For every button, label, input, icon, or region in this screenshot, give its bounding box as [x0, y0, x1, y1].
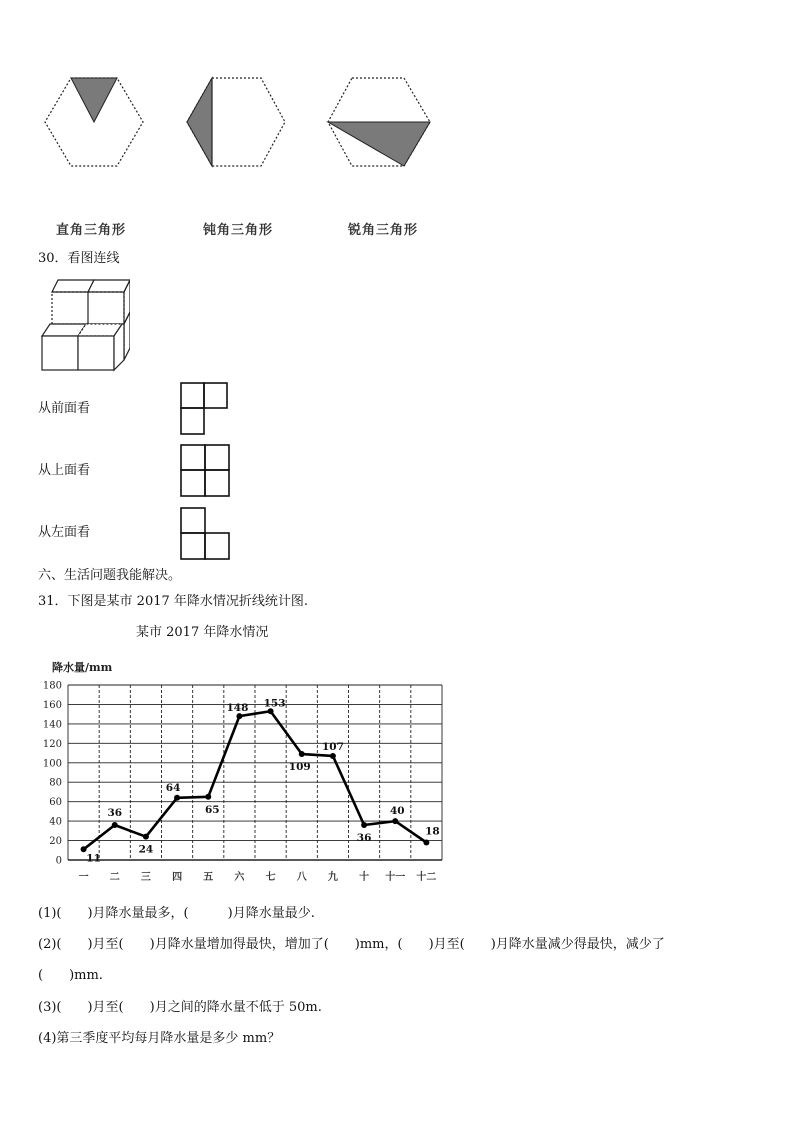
x-tick-label: 十二 — [416, 872, 437, 883]
hexagon-obtuse-triangle — [187, 78, 285, 166]
q31-part3: (3)( )月至( )月之间的降水量不低于 50m. — [38, 1000, 322, 1015]
data-label: 40 — [389, 805, 405, 818]
data-point — [423, 840, 429, 846]
x-tick-label: 四 — [172, 872, 183, 883]
data-point — [361, 822, 367, 828]
q30-title: 30．看图连线 — [38, 251, 120, 266]
hexagon-label-obtuse: 钝角三角形 — [203, 223, 274, 238]
data-point — [112, 822, 118, 828]
x-tick-label: 十 — [359, 872, 370, 883]
x-tick-label: 十一 — [385, 872, 406, 883]
line-chart — [30, 655, 460, 890]
x-tick-label: 五 — [203, 872, 214, 883]
x-tick-label: 六 — [234, 872, 245, 883]
y-tick-label: 140 — [42, 719, 62, 731]
q31-part2-cont: ( )mm. — [38, 968, 103, 983]
view-label-top: 从上面看 — [38, 463, 91, 478]
y-tick-label: 180 — [42, 680, 62, 692]
y-tick-label: 80 — [49, 777, 62, 789]
data-point — [205, 794, 211, 800]
y-tick-label: 40 — [49, 816, 62, 828]
view-label-left: 从左面看 — [38, 525, 91, 540]
view-top-grid — [180, 444, 232, 498]
x-tick-label: 三 — [140, 872, 151, 883]
y-tick-label: 20 — [49, 836, 62, 848]
data-point — [174, 795, 180, 801]
y-tick-label: 100 — [42, 758, 62, 770]
view-label-front: 从前面看 — [38, 401, 91, 416]
hexagon-label-right: 直角三角形 — [56, 223, 127, 238]
q31-part4: (4)第三季度平均每月降水量是多少 mm？ — [38, 1031, 281, 1046]
hexagon-right-triangle — [45, 78, 143, 166]
q31-part2: (2)( )月至( )月降水量增加得最快，增加了( )mm，( )月至( )月降水量减少得最快，减少了 — [38, 937, 665, 952]
data-label: 109 — [288, 761, 311, 774]
chart-title: 某市 2017 年降水情况 — [136, 625, 269, 640]
y-tick-label: 60 — [49, 797, 62, 809]
x-tick-label: 八 — [296, 872, 307, 883]
x-tick-label: 一 — [78, 872, 89, 883]
data-label: 64 — [165, 781, 181, 794]
view-front-grid — [180, 382, 230, 436]
data-label: 11 — [86, 852, 101, 865]
section-6-heading: 六、生活问题我能解决。 — [38, 568, 182, 583]
hexagon-label-acute: 锐角三角形 — [348, 223, 419, 238]
q31-part1: (1)( )月降水量最多，( )月降水量最少. — [38, 906, 315, 921]
y-tick-label: 160 — [42, 699, 62, 711]
data-label: 107 — [321, 740, 344, 753]
chart-ylabel: 降水量/mm — [52, 661, 113, 674]
data-label: 148 — [226, 702, 249, 715]
x-tick-label: 七 — [265, 872, 276, 883]
data-point — [299, 751, 305, 757]
hexagon-figures — [0, 60, 794, 190]
data-label: 153 — [263, 697, 286, 710]
data-label: 65 — [204, 803, 220, 816]
data-label: 36 — [107, 807, 123, 819]
q31-intro: 31．下图是某市 2017 年降水情况折线统计图. — [38, 594, 309, 609]
y-tick-label: 0 — [55, 855, 62, 867]
data-label: 24 — [138, 843, 154, 856]
data-label: 18 — [425, 825, 440, 838]
x-tick-label: 九 — [327, 872, 338, 883]
data-point — [392, 818, 398, 824]
hexagon-acute-triangle — [328, 78, 430, 166]
data-label: 36 — [356, 832, 372, 844]
cube-figure — [38, 278, 130, 372]
data-point — [330, 753, 336, 759]
view-left-grid — [180, 507, 232, 561]
data-point — [143, 834, 149, 840]
x-tick-label: 二 — [109, 872, 120, 883]
y-tick-label: 120 — [42, 738, 62, 750]
